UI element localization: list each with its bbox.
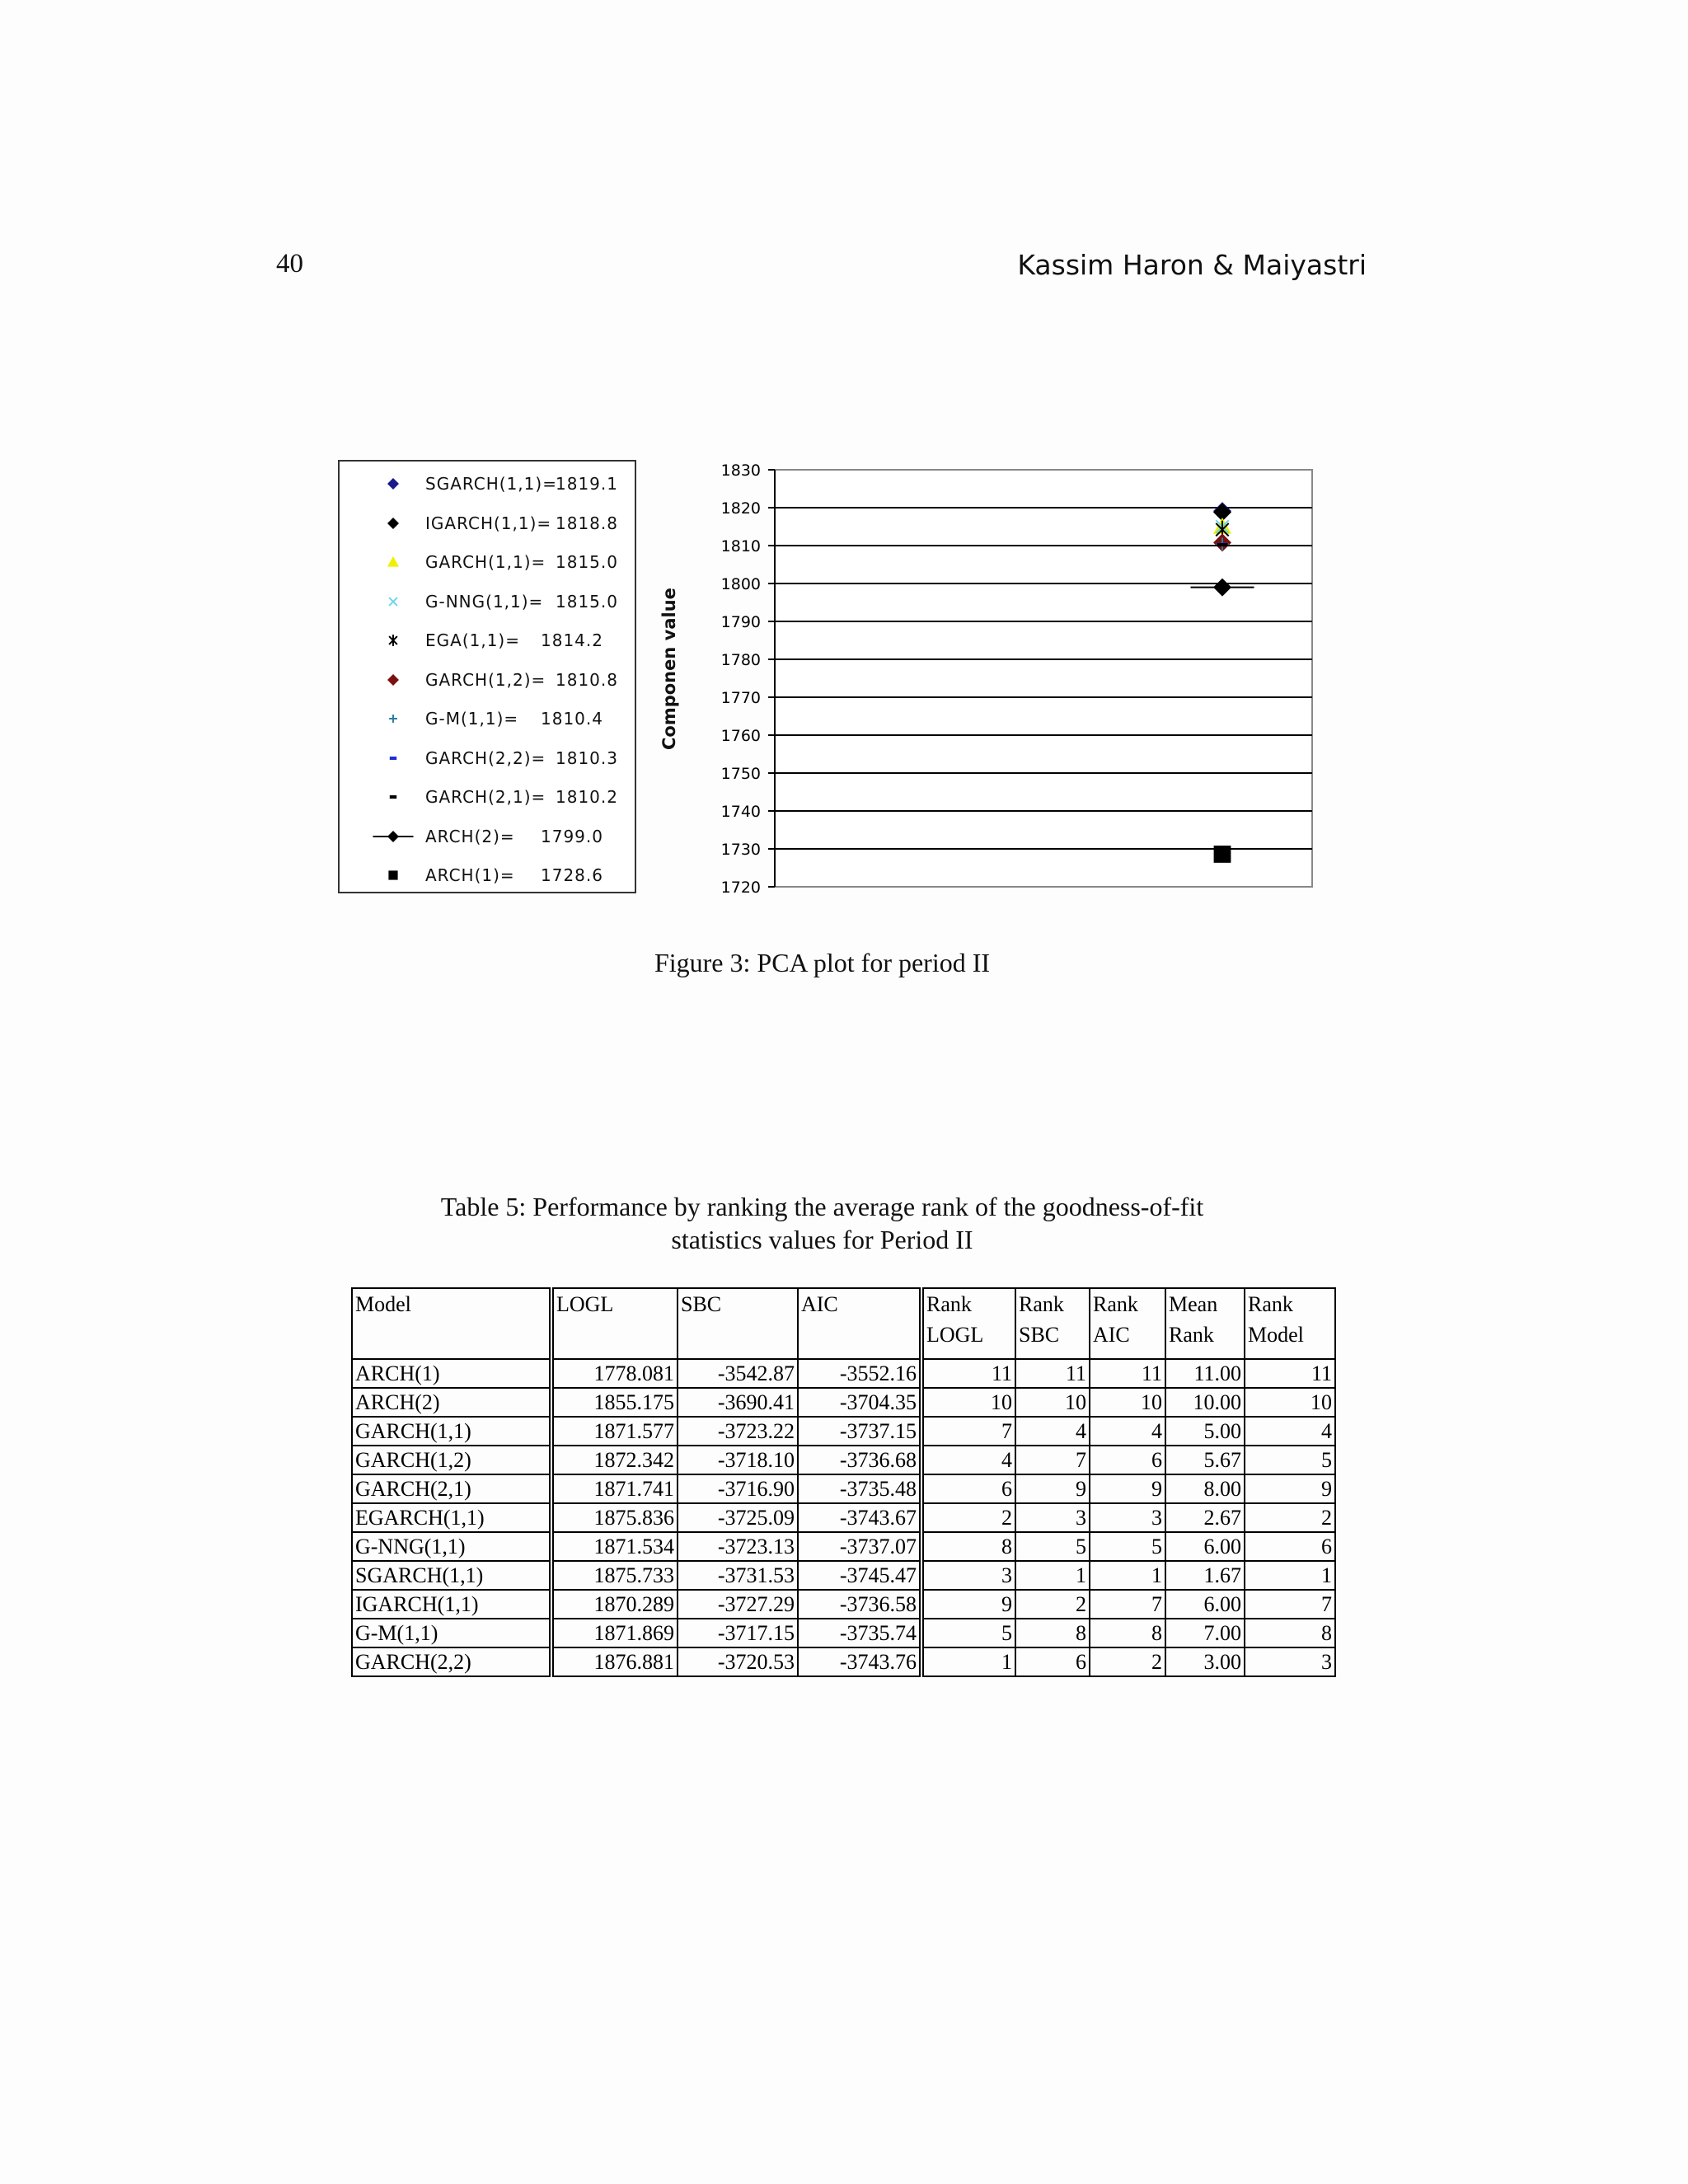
- data-point-11: [1214, 846, 1231, 863]
- column-header-line2: AIC: [1093, 1323, 1130, 1347]
- y-tick-label: 1740: [720, 803, 761, 821]
- table-cell: 10: [1015, 1388, 1090, 1417]
- table-cell: -3718.10: [678, 1446, 798, 1474]
- column-header: [551, 1288, 678, 1359]
- table-cell: 1: [1090, 1561, 1165, 1590]
- table-cell: -3731.53: [678, 1561, 798, 1590]
- y-tick-label: 1830: [720, 462, 761, 480]
- legend-marker-icon: [360, 471, 426, 496]
- table-row: [352, 1474, 1335, 1503]
- legend-marker-icon: [360, 863, 426, 888]
- table-row: [352, 1417, 1335, 1446]
- table-cell: -3736.58: [798, 1590, 921, 1619]
- table-cell: 8: [1245, 1619, 1335, 1647]
- legend-marker-triangle: [387, 556, 399, 567]
- table-cell: 6: [921, 1474, 1015, 1503]
- table-cell: 6.00: [1165, 1590, 1245, 1619]
- legend-marker-icon: [360, 785, 426, 809]
- table-cell: 1875.836: [551, 1503, 678, 1532]
- legend-value: 1810.3: [556, 748, 618, 768]
- table-cell: -3725.09: [678, 1503, 798, 1532]
- table-cell: 10: [921, 1388, 1015, 1417]
- table-cell: 1871.869: [551, 1619, 678, 1647]
- legend-label: EGA(1,1)=: [425, 630, 520, 650]
- table-cell: -3723.13: [678, 1532, 798, 1561]
- table-cell: -3723.22: [678, 1417, 798, 1446]
- table-cell: 3: [1090, 1503, 1165, 1532]
- table-cell: 10: [1245, 1388, 1335, 1417]
- table-row: [352, 1561, 1335, 1590]
- legend-value: 1810.8: [556, 669, 618, 690]
- column-header-line1: Rank: [1248, 1292, 1293, 1316]
- column-header: [921, 1288, 1015, 1359]
- table-cell: 8: [1015, 1619, 1090, 1647]
- table-cell: 11: [1245, 1359, 1335, 1388]
- table-cell: -3542.87: [678, 1359, 798, 1388]
- legend-item: [340, 550, 635, 574]
- legend-value: 1810.2: [556, 787, 618, 807]
- table-cell: 1871.577: [551, 1417, 678, 1446]
- legend-marker-icon: [360, 706, 426, 731]
- table-cell: 6: [1245, 1532, 1335, 1561]
- column-header-line2: Model: [1248, 1323, 1304, 1347]
- table-cell: 11: [1015, 1359, 1090, 1388]
- table-cell: 1: [1015, 1561, 1090, 1590]
- legend-marker-icon: [360, 550, 426, 574]
- model-name-cell: GARCH(1,1): [352, 1417, 551, 1446]
- column-header-line2: Rank: [1169, 1323, 1214, 1347]
- table-caption-line2: statistics values for Period II: [671, 1225, 973, 1254]
- table-cell: 2: [1245, 1503, 1335, 1532]
- legend-label: ARCH(2)=: [425, 826, 515, 846]
- table-cell: 10.00: [1165, 1388, 1245, 1417]
- page-number: 40: [276, 249, 303, 279]
- legend-item: [340, 668, 635, 692]
- table-cell: 8.00: [1165, 1474, 1245, 1503]
- legend-item: [340, 471, 635, 496]
- model-name-cell: ARCH(1): [352, 1359, 551, 1388]
- legend-marker-diamond: [387, 674, 399, 686]
- y-axis-title: Componen value: [659, 588, 679, 750]
- legend-item: [340, 589, 635, 614]
- plot-area: [775, 470, 1312, 887]
- table-cell: 11: [1090, 1359, 1165, 1388]
- table-cell: 9: [921, 1590, 1015, 1619]
- y-tick-label: 1760: [720, 727, 761, 745]
- table-cell: 5.00: [1165, 1417, 1245, 1446]
- legend-value: 1815.0: [556, 591, 618, 612]
- table-cell: -3743.67: [798, 1503, 921, 1532]
- column-header-line1: Model: [355, 1292, 411, 1316]
- y-tick-label: 1820: [720, 499, 761, 518]
- table-cell: 1876.881: [551, 1647, 678, 1676]
- column-header: [1245, 1288, 1335, 1359]
- model-name-cell: G-NNG(1,1): [352, 1532, 551, 1561]
- figure-caption: Figure 3: PCA plot for period II: [654, 948, 991, 977]
- legend-marker-x: [389, 598, 397, 606]
- table-cell: -3735.48: [798, 1474, 921, 1503]
- table-cell: -3727.29: [678, 1590, 798, 1619]
- table-cell: 2: [1015, 1590, 1090, 1619]
- legend-marker-icon: [360, 824, 426, 849]
- table-cell: 1.67: [1165, 1561, 1245, 1590]
- table-cell: -3552.16: [798, 1359, 921, 1388]
- column-header-line1: SBC: [681, 1292, 722, 1316]
- table-cell: 2: [1090, 1647, 1165, 1676]
- table-cell: 1872.342: [551, 1446, 678, 1474]
- column-header-line1: Mean: [1169, 1292, 1218, 1316]
- column-header: [352, 1288, 551, 1359]
- column-header-line2: SBC: [1019, 1323, 1060, 1347]
- legend-label: GARCH(2,1)=: [425, 787, 546, 807]
- table-cell: 7.00: [1165, 1619, 1245, 1647]
- column-header-line1: LOGL: [556, 1292, 614, 1316]
- table-cell: 8: [1090, 1619, 1165, 1647]
- legend-value: 1819.1: [556, 474, 618, 494]
- table-cell: 5: [1015, 1532, 1090, 1561]
- table-row: [352, 1619, 1335, 1647]
- table-cell: 4: [1015, 1417, 1090, 1446]
- table-cell: 1870.289: [551, 1590, 678, 1619]
- table-cell: 10: [1090, 1388, 1165, 1417]
- legend-item: [340, 785, 635, 809]
- y-tick-label: 1770: [720, 689, 761, 707]
- results-table: [351, 1287, 1336, 1677]
- chart-legend: [338, 460, 636, 893]
- legend-label: ARCH(1)=: [425, 865, 515, 885]
- legend-label: GARCH(1,1)=: [425, 552, 546, 572]
- table-cell: -3736.68: [798, 1446, 921, 1474]
- column-header: [678, 1288, 798, 1359]
- y-tick-label: 1790: [720, 613, 761, 631]
- legend-marker-star: [389, 635, 397, 646]
- table-cell: 4: [1245, 1417, 1335, 1446]
- legend-item: [340, 628, 635, 653]
- table-cell: 4: [921, 1446, 1015, 1474]
- table-cell: 7: [1090, 1590, 1165, 1619]
- table-cell: 1: [921, 1647, 1015, 1676]
- legend-value: 1814.2: [541, 630, 603, 650]
- column-header-line1: Rank: [926, 1292, 972, 1316]
- legend-marker-icon: [360, 589, 426, 614]
- model-name-cell: GARCH(2,1): [352, 1474, 551, 1503]
- table-cell: 7: [1245, 1590, 1335, 1619]
- table-row: [352, 1647, 1335, 1676]
- table-cell: 4: [1090, 1417, 1165, 1446]
- y-tick-label: 1750: [720, 765, 761, 783]
- legend-label: G-NNG(1,1)=: [425, 591, 544, 612]
- y-tick-label: 1800: [720, 575, 761, 593]
- table-cell: 3: [1245, 1647, 1335, 1676]
- table-row: [352, 1446, 1335, 1474]
- legend-item: [340, 863, 635, 888]
- table-cell: -3690.41: [678, 1388, 798, 1417]
- table-cell: -3737.15: [798, 1417, 921, 1446]
- table-cell: 7: [921, 1417, 1015, 1446]
- table-cell: 6: [1015, 1647, 1090, 1676]
- table-cell: 1875.733: [551, 1561, 678, 1590]
- table-cell: -3737.07: [798, 1532, 921, 1561]
- y-tick-label: 1720: [720, 879, 761, 897]
- column-header-line1: Rank: [1019, 1292, 1064, 1316]
- column-header: [1165, 1288, 1245, 1359]
- legend-value: 1815.0: [556, 552, 618, 572]
- table-cell: 9: [1015, 1474, 1090, 1503]
- model-name-cell: EGARCH(1,1): [352, 1503, 551, 1532]
- legend-marker-diamond: [387, 478, 399, 490]
- table-cell: 1871.534: [551, 1532, 678, 1561]
- legend-item: [340, 746, 635, 771]
- legend-item: [340, 824, 635, 849]
- table-cell: 5: [1090, 1532, 1165, 1561]
- legend-marker-line-diamond: [373, 831, 414, 842]
- table-cell: 2.67: [1165, 1503, 1245, 1532]
- column-header: [1090, 1288, 1165, 1359]
- column-header-line1: Rank: [1093, 1292, 1138, 1316]
- model-name-cell: G-M(1,1): [352, 1619, 551, 1647]
- table-cell: 6.00: [1165, 1532, 1245, 1561]
- table-caption: [0, 1190, 1644, 1256]
- legend-value: 1818.8: [556, 513, 618, 533]
- table-row: [352, 1359, 1335, 1388]
- table-cell: 3.00: [1165, 1647, 1245, 1676]
- legend-marker-icon: [360, 511, 426, 536]
- legend-value: 1810.4: [541, 709, 603, 729]
- y-tick-label: 1810: [720, 537, 761, 555]
- table-cell: 8: [921, 1532, 1015, 1561]
- legend-label: SGARCH(1,1)=: [425, 474, 557, 494]
- table-row: [352, 1388, 1335, 1417]
- table-cell: 6: [1090, 1446, 1165, 1474]
- table-cell: 11: [921, 1359, 1015, 1388]
- table-cell: 1: [1245, 1561, 1335, 1590]
- table-cell: 3: [1015, 1503, 1090, 1532]
- table-cell: -3743.76: [798, 1647, 921, 1676]
- table-cell: 9: [1090, 1474, 1165, 1503]
- table-cell: 1778.081: [551, 1359, 678, 1388]
- table-row: [352, 1503, 1335, 1532]
- table-row: [352, 1590, 1335, 1619]
- table-cell: -3745.47: [798, 1561, 921, 1590]
- table-cell: 3: [921, 1561, 1015, 1590]
- table-cell: 2: [921, 1503, 1015, 1532]
- column-header-line1: AIC: [801, 1292, 838, 1316]
- model-name-cell: GARCH(1,2): [352, 1446, 551, 1474]
- running-head-authors: Kassim Haron & Maiyastri: [1017, 249, 1367, 281]
- table-cell: -3735.74: [798, 1619, 921, 1647]
- y-tick-label: 1780: [720, 651, 761, 669]
- model-name-cell: ARCH(2): [352, 1388, 551, 1417]
- table-cell: -3717.15: [678, 1619, 798, 1647]
- legend-marker-icon: [360, 668, 426, 692]
- column-header: [1015, 1288, 1090, 1359]
- legend-label: GARCH(1,2)=: [425, 669, 546, 690]
- legend-label: IGARCH(1,1)=: [425, 513, 552, 533]
- table-cell: 5.67: [1165, 1446, 1245, 1474]
- model-name-cell: GARCH(2,2): [352, 1647, 551, 1676]
- y-tick-label: 1730: [720, 841, 761, 859]
- column-header: [798, 1288, 921, 1359]
- table-header-row: [352, 1288, 1335, 1359]
- table-cell: 1855.175: [551, 1388, 678, 1417]
- legend-marker-icon: [360, 746, 426, 771]
- model-name-cell: SGARCH(1,1): [352, 1561, 551, 1590]
- legend-marker-icon: [360, 628, 426, 653]
- legend-item: [340, 511, 635, 536]
- table-cell: 9: [1245, 1474, 1335, 1503]
- legend-label: G-M(1,1)=: [425, 709, 519, 729]
- table-cell: 1871.741: [551, 1474, 678, 1503]
- legend-marker-square: [388, 870, 397, 879]
- legend-marker-diamond: [387, 518, 399, 529]
- legend-marker-plus: [389, 715, 397, 723]
- table-cell: -3704.35: [798, 1388, 921, 1417]
- table-cell: 11.00: [1165, 1359, 1245, 1388]
- table-cell: 5: [1245, 1446, 1335, 1474]
- legend-item: [340, 706, 635, 731]
- table-cell: -3716.90: [678, 1474, 798, 1503]
- pca-chart: [651, 453, 1335, 898]
- legend-value: 1728.6: [541, 865, 603, 885]
- column-header-line2: LOGL: [926, 1323, 984, 1347]
- legend-label: GARCH(2,2)=: [425, 748, 546, 768]
- table-cell: 5: [921, 1619, 1015, 1647]
- table-cell: -3720.53: [678, 1647, 798, 1676]
- table-caption-line1: Table 5: Performance by ranking the average rank of the goodness-of-fit: [440, 1192, 1204, 1221]
- model-name-cell: IGARCH(1,1): [352, 1590, 551, 1619]
- table-cell: 7: [1015, 1446, 1090, 1474]
- legend-value: 1799.0: [541, 826, 603, 846]
- table-row: [352, 1532, 1335, 1561]
